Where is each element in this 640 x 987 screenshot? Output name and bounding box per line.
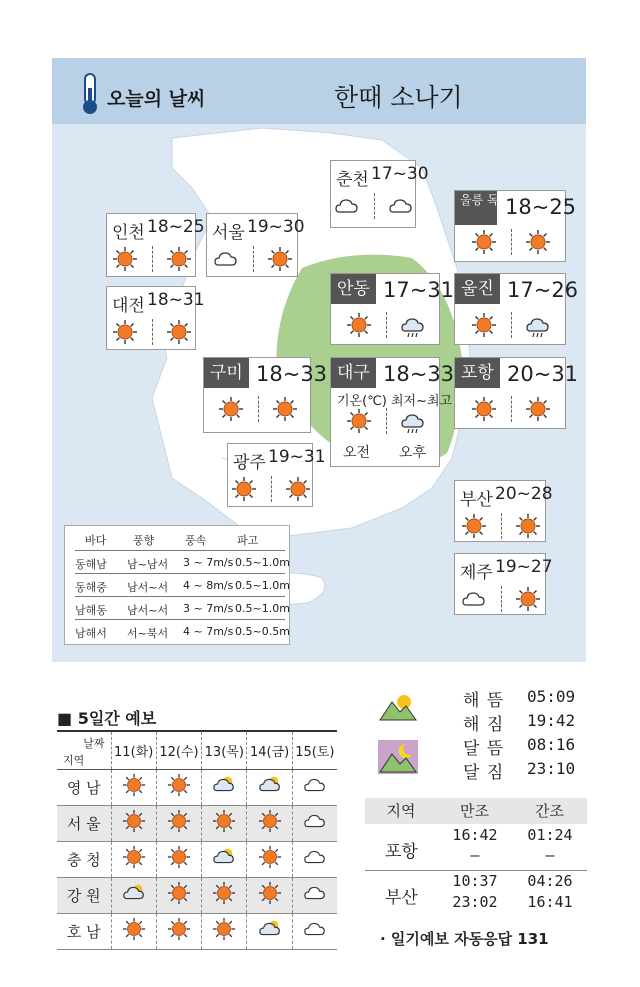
forecast-region: 영 남 bbox=[57, 769, 111, 805]
sea-conditions-table bbox=[64, 525, 290, 645]
cloud-icon bbox=[292, 877, 337, 913]
forecast-header-row bbox=[57, 731, 337, 769]
cloud-sun-icon bbox=[111, 877, 156, 913]
sea-row bbox=[75, 596, 290, 618]
tide-place: 포항 bbox=[385, 842, 418, 862]
city-temp: 19~30 bbox=[247, 217, 305, 237]
divider bbox=[271, 476, 272, 502]
sun-icon bbox=[267, 246, 293, 276]
sun-icon bbox=[166, 246, 192, 276]
sea-header-wind-speed: 풍속 bbox=[185, 534, 207, 547]
sea-header-wave: 파고 bbox=[237, 534, 259, 547]
cloud-icon bbox=[292, 805, 337, 841]
cloud-rain-icon bbox=[400, 408, 426, 438]
sea-cell: 남해동 bbox=[75, 604, 107, 617]
city-temp: 18~25 bbox=[147, 217, 205, 237]
city-temp: 17~31 bbox=[383, 278, 455, 302]
sea-cell: 남서~서 bbox=[127, 581, 169, 594]
city-card bbox=[203, 357, 328, 433]
sun-icon bbox=[112, 246, 138, 276]
sea-cell: 0.5~1.0m bbox=[235, 602, 290, 615]
city-temp: 18~31 bbox=[147, 290, 205, 310]
sun-icon bbox=[247, 805, 292, 841]
sun-icon bbox=[218, 396, 244, 426]
tide-high-2: – bbox=[470, 846, 480, 864]
tide-header-low: 간조 bbox=[512, 798, 587, 824]
sun-icon bbox=[247, 841, 292, 877]
sun-icon bbox=[111, 913, 156, 949]
city-name: 대전 bbox=[112, 296, 145, 316]
divider bbox=[511, 312, 512, 338]
sea-cell: 0.5~1.0m bbox=[235, 556, 290, 569]
tide-header-region: 지역 bbox=[365, 798, 437, 824]
sunrise-label: 해 뜸 bbox=[463, 691, 505, 711]
sea-cell: 3 ~ 7m/s bbox=[183, 556, 234, 569]
corner-date: 날짜 bbox=[83, 737, 105, 750]
forecast-row bbox=[57, 913, 337, 949]
city-temp: 18~33 bbox=[256, 362, 328, 386]
cloud-sun-icon bbox=[247, 769, 292, 805]
tide-low-1: 04:26 bbox=[527, 872, 573, 890]
sea-cell: 3 ~ 7m/s bbox=[183, 602, 234, 615]
divider bbox=[501, 586, 502, 612]
sun-icon bbox=[272, 396, 298, 426]
city-name: 춘천 bbox=[336, 170, 369, 190]
city-card bbox=[454, 480, 553, 542]
divider bbox=[258, 396, 259, 422]
sea-header-wind-dir: 풍향 bbox=[133, 534, 155, 547]
city-temp: 20~28 bbox=[495, 484, 553, 504]
forecast-title: ■ 5일간 예보 bbox=[57, 709, 157, 728]
forecast-day: 14(금) bbox=[247, 731, 292, 769]
city-temp: 17~30 bbox=[371, 164, 429, 184]
city-card bbox=[454, 553, 553, 615]
city-temp: 19~31 bbox=[268, 447, 326, 467]
sea-cell: 서~북서 bbox=[127, 627, 169, 640]
city-card bbox=[206, 213, 305, 277]
sea-row bbox=[75, 573, 290, 595]
sun-icon bbox=[166, 319, 192, 349]
forecast-region: 서 울 bbox=[57, 805, 111, 841]
tide-low-1: 01:24 bbox=[527, 826, 573, 844]
cloud-icon bbox=[292, 769, 337, 805]
moonrise-label: 달 뜸 bbox=[463, 739, 505, 759]
sun-icon bbox=[471, 229, 497, 259]
divider bbox=[501, 513, 502, 539]
sun-icon bbox=[231, 476, 257, 506]
divider bbox=[386, 312, 387, 338]
sun-icon bbox=[156, 913, 201, 949]
tide-place: 부산 bbox=[385, 888, 418, 908]
divider bbox=[511, 396, 512, 422]
city-temp: 17~26 bbox=[507, 278, 579, 302]
sun-icon bbox=[525, 229, 551, 259]
city-card bbox=[106, 286, 205, 350]
forecast-day: 11(화) bbox=[111, 731, 156, 769]
city-name: 광주 bbox=[233, 453, 266, 473]
cloud-rain-icon bbox=[525, 312, 551, 342]
cloud-rain-icon bbox=[400, 312, 426, 342]
sunset-time: 19:42 bbox=[527, 711, 576, 730]
forecast-day: 12(수) bbox=[156, 731, 201, 769]
forecast-day: 15(토) bbox=[292, 731, 337, 769]
city-name-tag: 울릉 독도 bbox=[455, 191, 497, 225]
tide-low-2: – bbox=[545, 846, 555, 864]
city-card bbox=[454, 273, 579, 345]
sun-icon bbox=[156, 877, 201, 913]
corner-region: 지역 bbox=[63, 754, 85, 767]
sun-icon bbox=[202, 805, 247, 841]
sun-icon bbox=[202, 913, 247, 949]
sea-cell: 남서~서 bbox=[127, 604, 169, 617]
city-temp: 18~33 bbox=[383, 362, 455, 386]
sun-icon bbox=[156, 805, 201, 841]
city-card bbox=[330, 357, 455, 467]
legend-am: 오전 bbox=[343, 445, 371, 461]
forecast-row bbox=[57, 805, 337, 841]
sun-icon bbox=[111, 841, 156, 877]
city-name: 부산 bbox=[460, 490, 493, 510]
forecast-day: 13(목) bbox=[202, 731, 247, 769]
divider bbox=[253, 246, 254, 272]
city-name-tag: 울진 bbox=[455, 274, 500, 304]
forecast-row bbox=[57, 769, 337, 805]
sun-icon bbox=[202, 877, 247, 913]
city-card bbox=[454, 190, 577, 262]
cloud-icon bbox=[388, 193, 414, 223]
auto-reply-phone: · 일기예보 자동응답 131 bbox=[380, 930, 549, 948]
cloud-sun-icon bbox=[247, 913, 292, 949]
sea-cell: 동해중 bbox=[75, 581, 107, 594]
thermometer-icon bbox=[78, 72, 102, 116]
divider bbox=[152, 246, 153, 272]
city-name-tag: 포항 bbox=[455, 358, 500, 388]
tide-low-2: 16:41 bbox=[527, 893, 573, 911]
sun-icon bbox=[111, 769, 156, 805]
sea-row bbox=[75, 550, 290, 572]
city-name-tag: 구미 bbox=[204, 358, 249, 388]
tide-header-high: 만조 bbox=[437, 798, 512, 824]
sun-icon bbox=[111, 805, 156, 841]
cloud-icon bbox=[461, 586, 487, 616]
city-name-tag: 대구 bbox=[331, 358, 376, 388]
forecast-region: 강 원 bbox=[57, 877, 111, 913]
sun-icon bbox=[346, 312, 372, 342]
sea-cell: 동해남 bbox=[75, 558, 107, 571]
city-card bbox=[330, 273, 455, 345]
tide-divider bbox=[365, 870, 587, 871]
sun-icon bbox=[112, 319, 138, 349]
moonrise-time: 08:16 bbox=[527, 735, 576, 754]
forecast-corner bbox=[57, 731, 111, 769]
sea-cell: 4 ~ 7m/s bbox=[183, 625, 234, 638]
divider bbox=[374, 193, 375, 219]
city-name: 서울 bbox=[212, 223, 245, 243]
moonset-time: 23:10 bbox=[527, 759, 576, 778]
city-card bbox=[227, 443, 326, 507]
forecast-row bbox=[57, 877, 337, 913]
tide-high-1: 10:37 bbox=[452, 872, 498, 890]
sea-cell: 남해서 bbox=[75, 627, 107, 640]
forecast-table bbox=[57, 730, 337, 950]
cloud-icon bbox=[334, 193, 360, 223]
divider bbox=[386, 408, 387, 434]
sunrise-icon bbox=[378, 690, 418, 722]
sun-icon bbox=[285, 476, 311, 506]
sun-icon bbox=[471, 396, 497, 426]
sun-icon bbox=[156, 769, 201, 805]
tide-high-2: 23:02 bbox=[452, 893, 498, 911]
cloud-icon bbox=[292, 913, 337, 949]
city-temp: 20~31 bbox=[507, 362, 579, 386]
city-name: 제주 bbox=[460, 563, 493, 583]
cloud-sun-icon bbox=[202, 841, 247, 877]
sea-cell: 0.5~1.0m bbox=[235, 579, 290, 592]
sea-row bbox=[75, 619, 290, 641]
forecast-region: 충 청 bbox=[57, 841, 111, 877]
sun-icon bbox=[471, 312, 497, 342]
sun-icon bbox=[247, 877, 292, 913]
sea-cell: 남~남서 bbox=[127, 558, 169, 571]
cloud-icon bbox=[213, 246, 239, 276]
sun-icon bbox=[346, 408, 372, 438]
sea-cell: 4 ~ 8m/s bbox=[183, 579, 234, 592]
sea-header-sea: 바다 bbox=[85, 534, 107, 547]
city-card bbox=[454, 357, 579, 429]
moonset-label: 달 짐 bbox=[463, 763, 505, 783]
sunset-label: 해 짐 bbox=[463, 715, 505, 735]
tide-high-1: 16:42 bbox=[452, 826, 498, 844]
city-card bbox=[330, 160, 429, 228]
forecast-row bbox=[57, 841, 337, 877]
sea-cell: 0.5~0.5m bbox=[235, 625, 290, 638]
moonrise-icon bbox=[378, 740, 418, 774]
cloud-icon bbox=[292, 841, 337, 877]
sunrise-time: 05:09 bbox=[527, 687, 576, 706]
city-temp: 19~27 bbox=[495, 557, 553, 577]
divider bbox=[152, 319, 153, 345]
divider bbox=[511, 229, 512, 255]
legend-pm: 오후 bbox=[399, 445, 427, 461]
sun-icon bbox=[525, 396, 551, 426]
city-name-tag: 안동 bbox=[331, 274, 376, 304]
sun-icon bbox=[156, 841, 201, 877]
sun-icon bbox=[461, 513, 487, 543]
app-title: 오늘의 날씨 bbox=[107, 88, 206, 110]
sun-icon bbox=[515, 513, 541, 543]
sun-icon bbox=[515, 586, 541, 616]
headline: 한때 소나기 bbox=[334, 83, 463, 112]
forecast-region: 호 남 bbox=[57, 913, 111, 949]
cloud-sun-icon bbox=[202, 769, 247, 805]
legend-caption: 기온(℃) 최저~최고 bbox=[337, 394, 453, 409]
city-card bbox=[106, 213, 205, 277]
city-name: 인천 bbox=[112, 223, 145, 243]
city-temp: 18~25 bbox=[505, 195, 577, 219]
